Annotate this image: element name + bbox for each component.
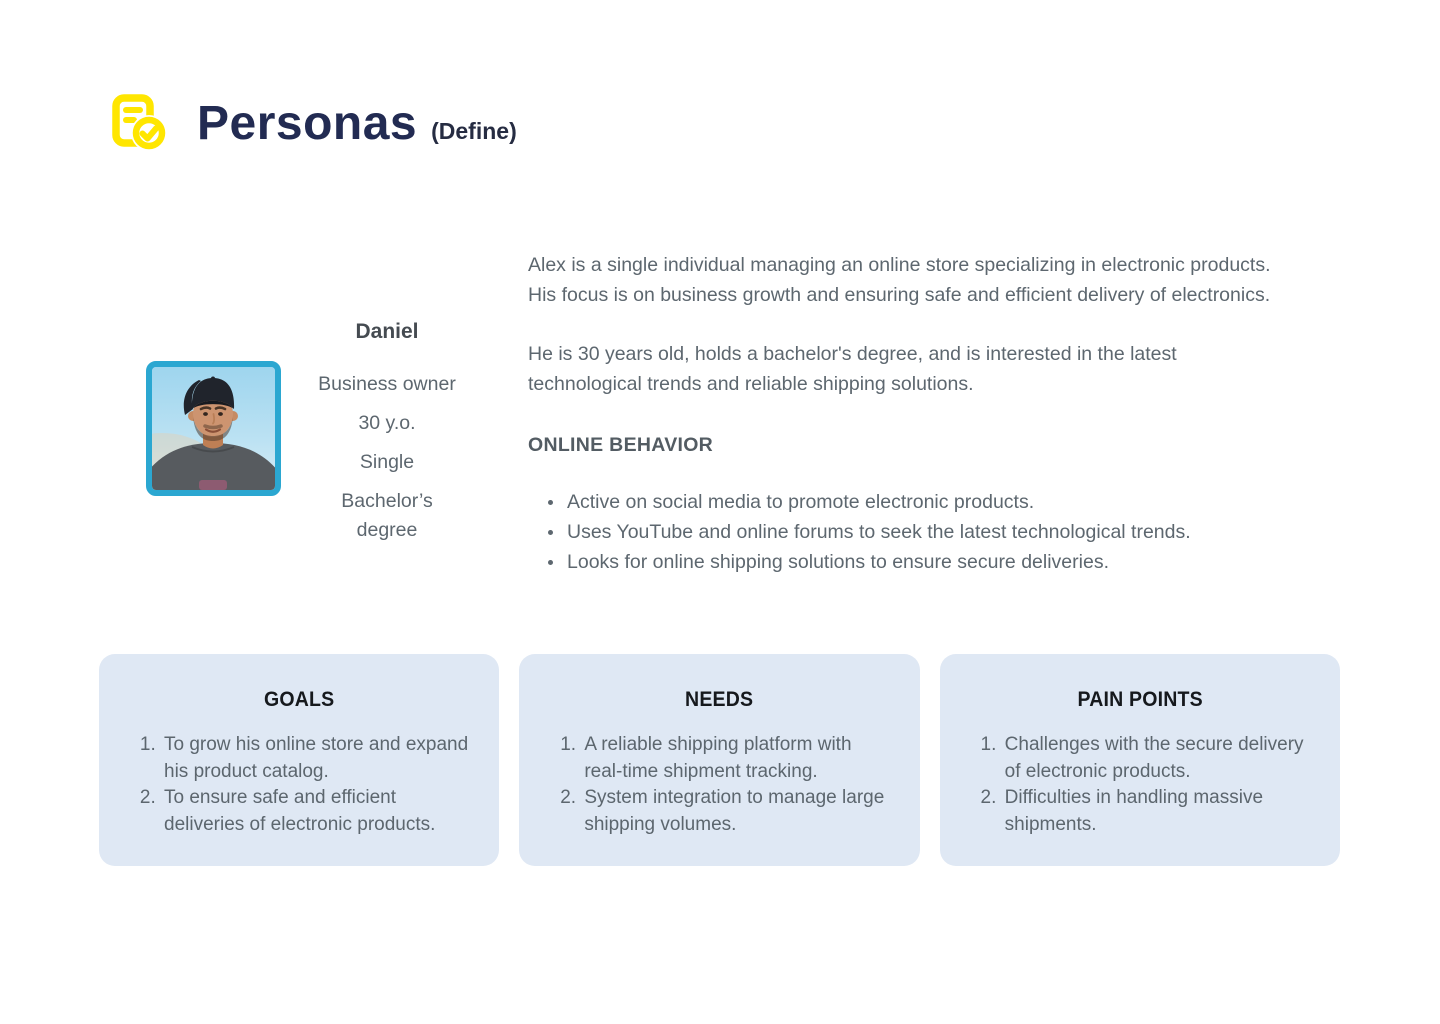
- goals-list: [129, 732, 469, 838]
- persona-attr-education: Bachelor’s degree: [341, 490, 433, 541]
- page-title: Personas: [197, 96, 418, 150]
- needs-item: 2. System integration to manage large shipping volumes.: [581, 785, 889, 838]
- pain-points-item: 1. Challenges with the secure delivery of electronic products.: [1002, 732, 1310, 785]
- title-row: [197, 98, 517, 151]
- persona-cards: [99, 654, 1340, 866]
- document-check-icon: [106, 92, 170, 156]
- online-behavior-heading: ONLINE BEHAVIOR: [528, 434, 714, 456]
- needs-list: [549, 732, 889, 838]
- needs-item: 1. A reliable shipping platform with real-time shipment tracking.: [581, 732, 889, 785]
- needs-card-title: NEEDS: [685, 688, 754, 711]
- persona-photo: [146, 361, 281, 496]
- description-paragraph: He is 30 years old, holds a bachelor's degree, and is interested in the latest technological trends and reliable shipping solutions.: [528, 343, 1177, 395]
- online-behavior-list: [528, 487, 1288, 577]
- goals-card-title: GOALS: [263, 688, 335, 711]
- page-subtitle: (Define): [431, 117, 517, 144]
- description-paragraph: Alex is a single individual managing an online store specializing in electronic products. His focus is on business growth and ensuring safe and efficient delivery of electronics.: [528, 254, 1271, 306]
- pain-points-item: 2. Difficulties in handling massive shipments.: [1002, 785, 1310, 838]
- needs-card: [519, 654, 919, 866]
- persona-attr-status: Single: [359, 451, 415, 473]
- persona-attr-age: 30 y.o.: [358, 412, 416, 434]
- behavior-item: • Uses YouTube and online forums to seek the latest technological trends.: [565, 517, 1288, 547]
- goals-card: [99, 654, 499, 866]
- behavior-item: • Active on social media to promote electronic products.: [565, 487, 1288, 517]
- pain-points-list: [970, 732, 1310, 838]
- goals-item: 2. To ensure safe and efficient deliveries of electronic products.: [161, 785, 469, 838]
- pain-points-card-title: PAIN POINTS: [1077, 688, 1203, 711]
- goals-item: 1. To grow his online store and expand his product catalog.: [161, 732, 469, 785]
- persona-attributes: [314, 370, 460, 555]
- persona-description: [528, 250, 1288, 577]
- persona-name: Daniel: [355, 320, 419, 343]
- pain-points-card: [940, 654, 1340, 866]
- page-header: [106, 92, 517, 156]
- behavior-item: • Looks for online shipping solutions to ensure secure deliveries.: [565, 547, 1288, 577]
- persona-attr-occupation: Business owner: [318, 373, 456, 395]
